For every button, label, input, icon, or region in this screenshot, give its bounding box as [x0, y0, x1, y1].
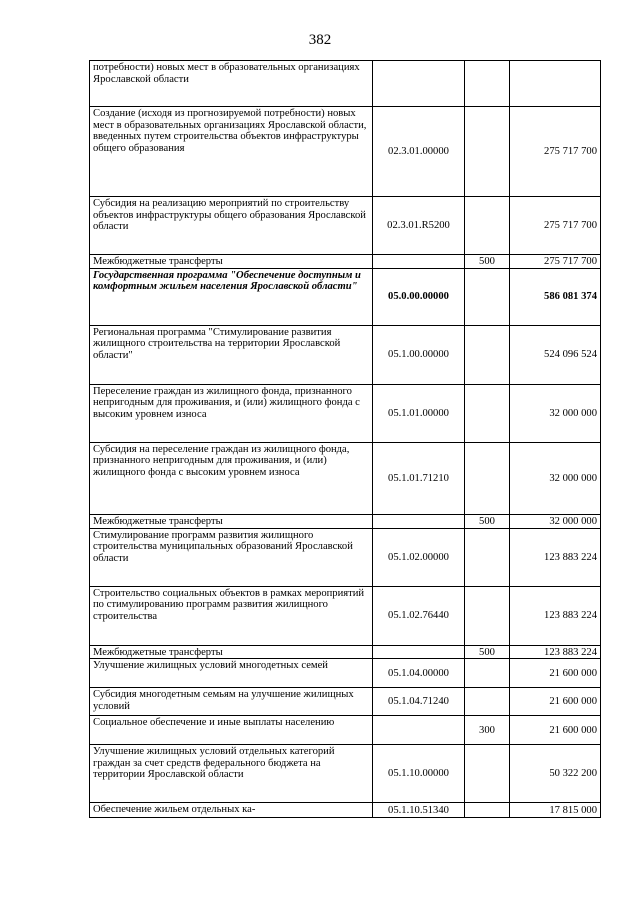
row-code-cell [373, 255, 465, 269]
page-number: 382 [308, 32, 332, 48]
row-expense-type-cell [465, 528, 510, 586]
table-row [90, 659, 601, 688]
row-name-cell: потребности) новых мест в образовательных организациях Ярославской области [90, 61, 373, 107]
row-code-cell [373, 645, 465, 659]
row-code-cell: 05.1.04.71240 [373, 688, 465, 716]
row-name-cell: Улучшение жилищных условий отдельных категорий граждан за счет средств федерального бюджета на территории Ярославской области [90, 745, 373, 803]
row-expense-type-cell [465, 586, 510, 645]
row-amount-cell: 21 600 000 [510, 659, 601, 688]
row-name-cell: Субсидия на реализацию мероприятий по строительству объектов инфраструктуры общего образования Ярославской области [90, 197, 373, 255]
row-code-cell: 05.0.00.00000 [373, 268, 465, 325]
budget-table-body [90, 61, 601, 818]
row-name-cell: Субсидия многодетным семьям на улучшение жилищных условий [90, 688, 373, 716]
row-code-cell: 05.1.01.71210 [373, 442, 465, 514]
row-code-cell: 02.3.01.R5200 [373, 197, 465, 255]
row-amount-cell: 32 000 000 [510, 384, 601, 442]
row-name-cell: Создание (исходя из прогнозируемой потребности) новых мест в образовательных организациях Ярославской области, введенных путем строительства объектов инфраструктуры общего образования [90, 107, 373, 197]
row-expense-type-cell: 500 [465, 255, 510, 269]
row-code-cell: 05.1.02.76440 [373, 586, 465, 645]
row-expense-type-cell [465, 745, 510, 803]
row-code-cell: 05.1.10.51340 [373, 803, 465, 818]
table-row [90, 61, 601, 107]
table-row [90, 384, 601, 442]
row-name-cell: Социальное обеспечение и иные выплаты населению [90, 716, 373, 745]
table-row [90, 528, 601, 586]
row-expense-type-cell [465, 384, 510, 442]
row-expense-type-cell: 500 [465, 645, 510, 659]
table-row [90, 514, 601, 528]
row-name-cell: Стимулирование программ развития жилищного строительства муниципальных образований Ярославской области [90, 528, 373, 586]
row-amount-cell: 123 883 224 [510, 645, 601, 659]
row-amount-cell: 123 883 224 [510, 528, 601, 586]
row-expense-type-cell [465, 803, 510, 818]
row-code-cell [373, 716, 465, 745]
row-name-cell: Субсидия на переселение граждан из жилищного фонда, признанного непригодным для проживания, и (или) жилищного фонда с высоким уровнем износа [90, 442, 373, 514]
row-name-cell: Строительство социальных объектов в рамках мероприятий по стимулированию программ развития жилищного строительства [90, 586, 373, 645]
row-code-cell [373, 61, 465, 107]
row-name-cell: Межбюджетные трансферты [90, 645, 373, 659]
row-name-cell: Региональная программа "Стимулирование развития жилищного строительства на территории Ярославской области" [90, 325, 373, 384]
row-amount-cell [510, 61, 601, 107]
table-row [90, 688, 601, 716]
table-row [90, 586, 601, 645]
table-row [90, 803, 601, 818]
row-expense-type-cell [465, 61, 510, 107]
row-name-cell: Межбюджетные трансферты [90, 255, 373, 269]
row-amount-cell: 275 717 700 [510, 255, 601, 269]
row-amount-cell: 17 815 000 [510, 803, 601, 818]
row-expense-type-cell [465, 197, 510, 255]
table-row [90, 255, 601, 269]
row-amount-cell: 50 322 200 [510, 745, 601, 803]
row-amount-cell: 21 600 000 [510, 688, 601, 716]
row-amount-cell: 32 000 000 [510, 514, 601, 528]
row-amount-cell: 586 081 374 [510, 268, 601, 325]
table-row [90, 442, 601, 514]
row-expense-type-cell [465, 107, 510, 197]
row-expense-type-cell [465, 325, 510, 384]
budget-table [89, 60, 601, 818]
row-expense-type-cell: 500 [465, 514, 510, 528]
row-code-cell [373, 514, 465, 528]
row-name-cell: Переселение граждан из жилищного фонда, признанного непригодным для проживания, и (или) жилищного фонда с высоким уровнем износа [90, 384, 373, 442]
row-amount-cell: 524 096 524 [510, 325, 601, 384]
table-row [90, 325, 601, 384]
row-code-cell: 05.1.01.00000 [373, 384, 465, 442]
table-row [90, 645, 601, 659]
row-name-cell: Государственная программа "Обеспечение доступным и комфортным жильем населения Ярославской области" [90, 268, 373, 325]
row-expense-type-cell [465, 268, 510, 325]
row-code-cell: 05.1.02.00000 [373, 528, 465, 586]
table-row [90, 745, 601, 803]
row-name-cell: Улучшение жилищных условий многодетных семей [90, 659, 373, 688]
row-code-cell: 05.1.04.00000 [373, 659, 465, 688]
row-amount-cell: 275 717 700 [510, 197, 601, 255]
row-amount-cell: 123 883 224 [510, 586, 601, 645]
table-row [90, 107, 601, 197]
row-expense-type-cell: 300 [465, 716, 510, 745]
row-code-cell: 02.3.01.00000 [373, 107, 465, 197]
row-name-cell: Межбюджетные трансферты [90, 514, 373, 528]
table-row [90, 268, 601, 325]
row-expense-type-cell [465, 659, 510, 688]
row-expense-type-cell [465, 442, 510, 514]
row-expense-type-cell [465, 688, 510, 716]
row-code-cell: 05.1.10.00000 [373, 745, 465, 803]
row-amount-cell: 21 600 000 [510, 716, 601, 745]
row-amount-cell: 32 000 000 [510, 442, 601, 514]
row-name-cell: Обеспечение жильем отдельных ка- [90, 803, 373, 818]
row-code-cell: 05.1.00.00000 [373, 325, 465, 384]
row-amount-cell: 275 717 700 [510, 107, 601, 197]
table-row [90, 197, 601, 255]
table-row [90, 716, 601, 745]
